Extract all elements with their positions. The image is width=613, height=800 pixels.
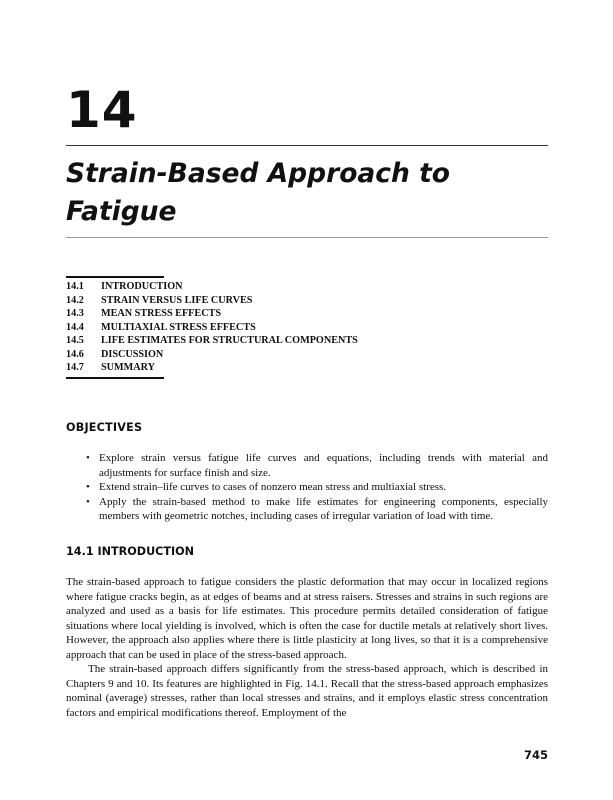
body-paragraph: The strain-based approach differs significantly from the stress-based approach, which is described in Chapters 9 and 10. Its features are highlighted in Fig. 14.1. Recall that the stress-based approach emphasizes nominal (average) stresses, rather than local stresses and strains, and it employs elastic stress concentration factors and empirical modifications thereof. Employment of the [66,663,548,719]
objective-text: Explore strain versus fatigue life curves and equations, including trends with material and adjustments for surface finish and size. [99,452,548,479]
objective-text: Extend strain–life curves to cases of nonzero mean stress and multiaxial stress. [99,481,447,494]
toc-item[interactable] [66,294,358,308]
toc-item[interactable] [66,348,358,362]
toc-item[interactable] [66,361,358,375]
chapter-bottom-rule [66,237,548,238]
toc-item-title: DISCUSSION [101,348,164,360]
toc-item-title: SUMMARY [101,362,155,373]
toc-item-title: MEAN STRESS EFFECTS [101,308,222,319]
objectives-heading: OBJECTIVES [66,421,143,434]
toc-top-rule [66,276,164,278]
table-of-contents [66,280,358,375]
toc-item-number: 14.3 [66,308,84,319]
toc-item-title: MULTIAXIAL STRESS EFFECTS [101,321,256,333]
toc-item-number: 14.4 [66,321,84,333]
body-paragraph: The strain-based approach to fatigue considers the plastic deformation that may occur in localized regions where fatigue cracks begin, as at edges of beams and at stress raisers. Stresses and strains in such regions are analyzed and used as a basis for life estimates. This procedure permits detailed consideration of fatigue situations where local yielding is involved, which is often the case for ductile metals at relatively short lives. However, the approach also applies where there is little plasticity at long lives, so that it is a comprehensive approach that can be used in place of the stress-based approach. [66,576,548,661]
chapter-title: Strain-Based Approach to Fatigue [66,158,450,227]
toc-bottom-rule [66,377,164,379]
toc-item[interactable] [66,334,358,348]
objective-text: Apply the strain-based method to make life estimates for engineering components, especially members with geometric notches, including cases of irregular variation of load with time. [99,495,548,523]
introduction-body [66,575,548,720]
toc-item[interactable] [66,307,358,321]
toc-item-number: 14.5 [66,335,84,346]
toc-item-number: 14.6 [66,348,84,360]
page-number: 745 [523,748,548,762]
bullet-icon: • [86,495,90,508]
toc-item-number: 14.1 [66,281,84,292]
objective-item [86,495,548,524]
toc-item[interactable] [66,280,358,294]
toc-item-title: STRAIN VERSUS LIFE CURVES [101,294,253,306]
chapter-number: 14 [66,81,138,139]
objectives-list [86,451,548,524]
objective-item [86,480,548,495]
bullet-icon: • [86,481,90,494]
bullet-icon: • [86,452,90,464]
toc-item-title: LIFE ESTIMATES FOR STRUCTURAL COMPONENTS [101,335,358,346]
objective-item [86,451,548,480]
toc-item-number: 14.7 [66,362,84,373]
toc-item-title: INTRODUCTION [101,281,183,292]
introduction-heading: 14.1 INTRODUCTION [66,545,195,558]
toc-item-number: 14.2 [66,294,84,306]
toc-item[interactable] [66,321,358,335]
chapter-top-rule [66,145,548,146]
